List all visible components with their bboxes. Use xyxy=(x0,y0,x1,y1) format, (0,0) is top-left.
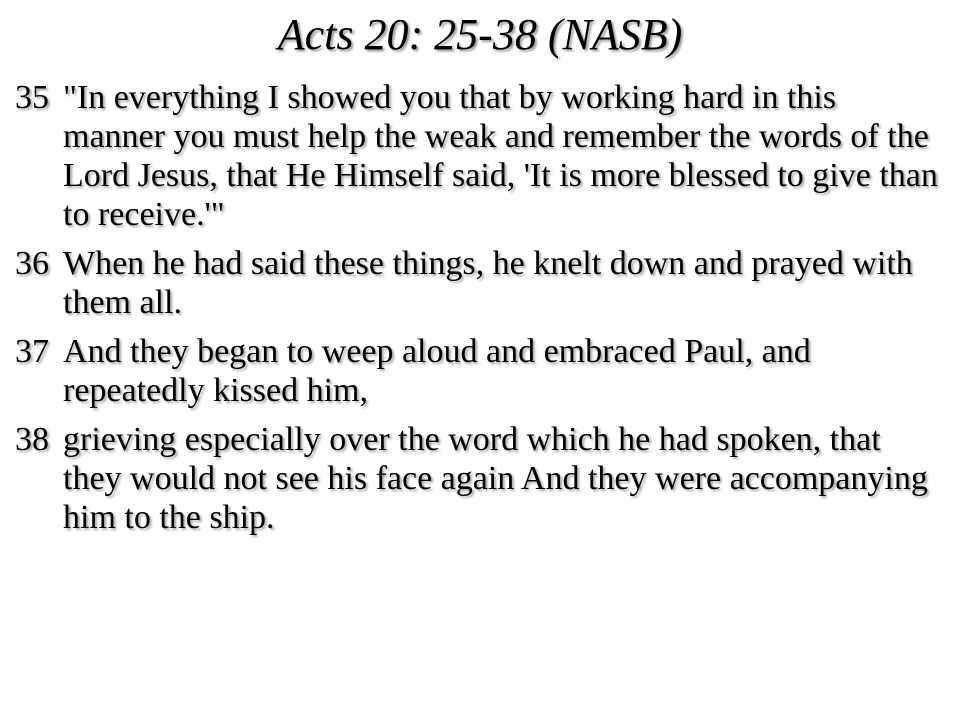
verse-36 xyxy=(15,244,945,322)
verse-text: When he had said these things, he knelt down and prayed with them all. xyxy=(63,245,913,321)
verse-number: 37 xyxy=(15,333,49,370)
verse-number: 36 xyxy=(15,245,49,282)
verse-text: And they began to weep aloud and embraced Paul, and repeatedly kissed him, xyxy=(63,333,811,409)
slide-title: Acts 20: 25-38 (NASB) xyxy=(277,10,683,59)
verse-list xyxy=(15,78,945,547)
verse-number: 38 xyxy=(15,421,49,458)
verse-35 xyxy=(15,78,945,234)
verse-38 xyxy=(15,420,945,537)
verse-text: "In everything I showed you that by working hard in this manner you must help the weak and remember the words of the Lord Jesus, that He Himself said, 'It is more blessed to give than to receive.'" xyxy=(63,79,938,233)
verse-number: 35 xyxy=(15,79,49,116)
verse-text: grieving especially over the word which he had spoken, that they would not see his face again And they were accompanying him to the ship. xyxy=(63,421,928,536)
verse-37 xyxy=(15,332,945,410)
